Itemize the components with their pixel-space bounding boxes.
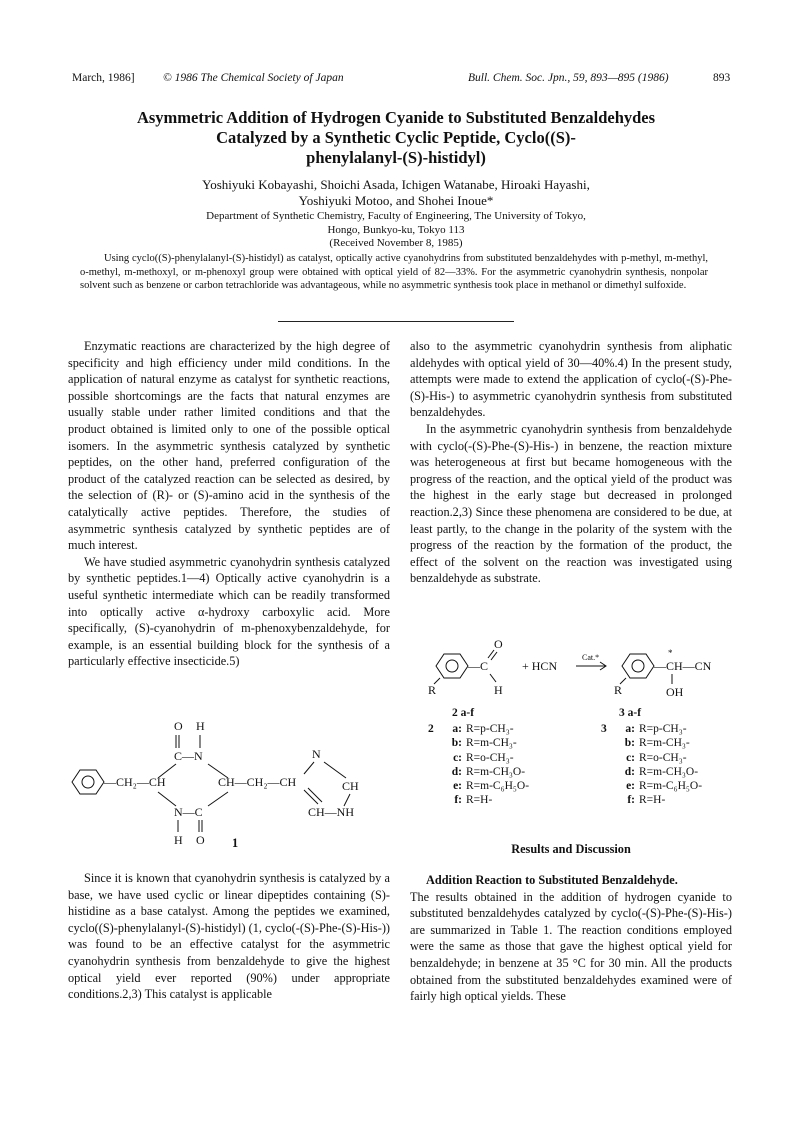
paragraph: Since it is known that cyanohydrin synthesis is catalyzed by a base, we have used cyclic or linear dipeptides containing (S)-histidine as a base catalyst. Among the peptides we examined, cyclo((S)-phenylalanyl-(S)-histidyl) (1, cyclo(-(S)-Phe-(S)-His-)) was found to be an effective catalyst for the asymmetric cyanohydrin synthesis from benzaldehyde to give the highest optical yield ever reported (90%) under appropriate conditions.2,3) This catalyst is applicable	[68, 871, 391, 1002]
subsection-heading: Addition Reaction to Substituted Benzaldehyde.	[426, 873, 678, 887]
substituent-row	[428, 736, 559, 750]
substituent-row	[601, 793, 732, 807]
scheme-reactant-r: R	[428, 683, 437, 697]
substituent-row	[601, 765, 732, 779]
compound-number	[601, 779, 613, 793]
running-header-citation: Bull. Chem. Soc. Jpn., 59, 893—895 (1986)	[468, 72, 669, 84]
authors-line-2: Yoshiyuki Motoo, and Shohei Inoue*	[298, 193, 494, 208]
substituent-row	[428, 751, 559, 765]
received-date: (Received November 8, 1985)	[329, 237, 463, 249]
struct1-c-top: C—N	[174, 749, 203, 763]
struct1-ring-chnh: CH—NH	[308, 805, 355, 819]
affiliation-line-2: Hongo, Bunkyo-ku, Tokyo 113	[327, 223, 465, 236]
compound-number	[601, 736, 613, 750]
substituent-row	[601, 779, 732, 793]
structure-1-diagram	[68, 718, 390, 850]
substituent-value: R=o-CH₃-	[466, 751, 514, 764]
substituent-row	[601, 751, 732, 765]
section-heading: Results and Discussion	[511, 842, 631, 856]
struct1-middle-group: CH—CH₂—CH	[218, 775, 297, 789]
abstract	[80, 252, 708, 293]
struct1-o-top: O	[174, 719, 183, 733]
substituent-value: R=H-	[466, 794, 493, 807]
compound-number: 2	[428, 723, 434, 736]
scheme-catalyst: Cat.*	[582, 653, 600, 662]
compound-number	[601, 765, 613, 779]
substituent-key: f:	[454, 794, 462, 807]
substituent-key: f:	[627, 794, 635, 807]
abstract-text: Using cyclo((S)-phenylalanyl-(S)-histidyl) as catalyst, optically active cyanohydrins from substituted benzaldehydes with p-methyl, m-methyl, o-methyl, m-methoxyl, or m-phenoxyl group were obtained with optical yield of 82—33%. For the asymmetric cyanohydrin synthesis, nonpolar solvent such as benzene or carbon tetrachloride was advantageous, while no asymmetric synthesis took place in methanol or dimethyl sulfoxide.	[80, 253, 708, 291]
title-line-3: phenylalanyl-(S)-histidyl)	[306, 148, 486, 167]
paragraph: The results obtained in the addition of hydrogen cyanide to substituted benzaldehydes catalyzed by cyclo(-(S)-Phe-(S)-His-) are summarized in Table 1. The reaction conditions employed were the same as those that gave the highest optical yield for benzaldehyde; in benzene at 35 °C for 30 min. All the products obtained from the substituted benzaldehydes examined were of fairly high optical yields. These	[410, 889, 732, 1004]
label-product: 3 a-f	[619, 707, 642, 719]
authors-line-1: Yoshiyuki Kobayashi, Shoichi Asada, Ichigen Watanabe, Hiroaki Hayashi,	[202, 177, 590, 192]
right-column-bottom	[410, 872, 732, 1005]
substituent-row	[601, 736, 732, 750]
substituent-key: a:	[625, 723, 635, 736]
article-title	[60, 108, 732, 168]
paragraph: In the asymmetric cyanohydrin synthesis from benzaldehyde with cyclo(-(S)-Phe-(S)-His-) in benzene, the reaction mixture was heterogeneous at first but became homogeneous with the progress of the reaction, and the optical yield of the product was the highest in the early stage but decreased in prolonged reaction.2,3) Since these phenomena are considered to be due, at least partly, to the change in the polarity of the system with the progress of the reaction by the formation of the product, the effect of the solvent on the reaction was investigated using benzaldehyde as substrate.	[410, 421, 732, 586]
reaction-scheme	[410, 638, 732, 706]
struct1-h-top: H	[196, 719, 205, 733]
title-line-2: Catalyzed by a Synthetic Cyclic Peptide, Cyclo((S)-	[216, 128, 576, 147]
substituent-value: R=m-C₆H₅O-	[466, 780, 530, 793]
compound-number: 3	[601, 723, 607, 736]
affiliation	[60, 210, 732, 251]
abstract-divider	[278, 321, 514, 322]
paragraph: We have studied asymmetric cyanohydrin synthesis catalyzed by synthetic peptides.1—4) Optically active cyanohydrin is a useful synthetic intermediate which can be readily transformed into optically active α-hydroxy carboxylic acid. More specifically, (S)-cyanohydrin of m-phenoxybenzaldehyde, for example, is an essential building block for the synthesis of a particularly effective insecticide.5)	[68, 554, 390, 669]
paragraph: Enzymatic reactions are characterized by the high degree of specificity and high efficiency under mild conditions. In the application of natural enzyme as catalyst for synthetic reactions, possible shortcomings are the facts that natural enzymes are usually stable under rather limited conditions and that the product obtained is limited only to one of the possible optical isomers. In the asymmetric synthesis catalyzed by synthetic peptides, on the other hand, preferred configuration of the product of the catalyzed reaction can be selected as desired, by the selection of (R)- or (S)-amino acid in the synthesis of the catalytically active peptides. Therefore, the studies of asymmetric synthesis catalyzed by synthetic peptides are of much interest.	[68, 339, 390, 553]
left-column-top	[68, 338, 390, 670]
substituent-key: b:	[624, 737, 635, 750]
substituent-value: R=p-CH₃-	[466, 723, 514, 736]
compound-number	[428, 751, 440, 765]
substituent-value: R=p-CH₃-	[639, 723, 687, 736]
struct1-ring-n: N	[312, 747, 321, 761]
substituent-value: R=m-CH₃-	[466, 737, 517, 750]
scheme-product-r: R	[614, 683, 623, 697]
scheme-reactant-h: H	[494, 683, 503, 697]
struct1-o-bottom: O	[196, 833, 205, 847]
substituent-row	[428, 793, 559, 807]
substituent-value: R=m-CH₃O-	[639, 765, 699, 778]
scheme-reactant-o: O	[494, 638, 503, 651]
compound-number	[428, 779, 440, 793]
struct1-left-group: —CH₂—CH	[104, 775, 166, 789]
scheme-reactant-c: —C	[468, 659, 489, 673]
title-line-1: Asymmetric Addition of Hydrogen Cyanide to Substituted Benzaldehydes	[136, 108, 656, 127]
substituent-key: d:	[451, 765, 462, 778]
struct1-n-bottom: N—C	[174, 805, 203, 819]
left-column-bottom	[68, 870, 390, 1003]
substituent-key: b:	[451, 737, 462, 750]
compound-number	[428, 793, 440, 807]
substituent-key: e:	[626, 780, 635, 793]
struct1-ring-ch: CH	[342, 779, 359, 793]
scheme-reagent: + HCN	[522, 659, 558, 673]
substituent-value: R=o-CH₃-	[639, 751, 687, 764]
substituents-2-list	[410, 722, 559, 807]
scheme-product-oh: OH	[666, 685, 684, 699]
substituent-value: R=H-	[639, 794, 666, 807]
compound-number	[428, 765, 440, 779]
substituent-row	[428, 722, 559, 736]
substituents-3-list	[559, 722, 732, 807]
page-number: 893	[713, 72, 731, 84]
structure-1-label: 1	[232, 836, 239, 850]
compound-number	[601, 793, 613, 807]
substituent-key: d:	[624, 765, 635, 778]
author-list	[60, 177, 732, 209]
scheme-product-group: —CH—CN	[654, 659, 712, 673]
compound-number	[428, 736, 440, 750]
substituent-key: c:	[453, 751, 462, 764]
substituent-value: R=m-C₆H₅O-	[639, 780, 703, 793]
substituent-value: R=m-CH₃-	[639, 737, 690, 750]
affiliation-line-1: Department of Synthetic Chemistry, Faculty of Engineering, The University of Tokyo,	[206, 210, 586, 222]
paragraph: also to the asymmetric cyanohydrin synthesis from aliphatic aldehydes with optical yield of 30—40%.4) In the present study, attempts were made to extend the application of cyclo(-(S)-Phe-(S)-His-) to asymmetric cyanohydrin synthesis from substituted benzaldehydes.	[410, 339, 732, 420]
running-header-date: March, 1986]	[72, 72, 135, 84]
substituent-row	[601, 722, 732, 736]
substituent-value: R=m-CH₃O-	[466, 765, 526, 778]
substituent-key: e:	[453, 780, 462, 793]
compound-number	[601, 751, 613, 765]
right-column-top	[410, 338, 732, 587]
scheme-product-star: *	[668, 648, 673, 658]
substituent-table	[410, 706, 732, 807]
label-reactant: 2 a-f	[452, 707, 475, 719]
running-header-copyright: © 1986 The Chemical Society of Japan	[163, 72, 344, 84]
substituent-key: a:	[452, 723, 462, 736]
substituent-row	[428, 779, 559, 793]
struct1-h-bottom: H	[174, 833, 183, 847]
substituent-key: c:	[626, 751, 635, 764]
substituent-row	[428, 765, 559, 779]
